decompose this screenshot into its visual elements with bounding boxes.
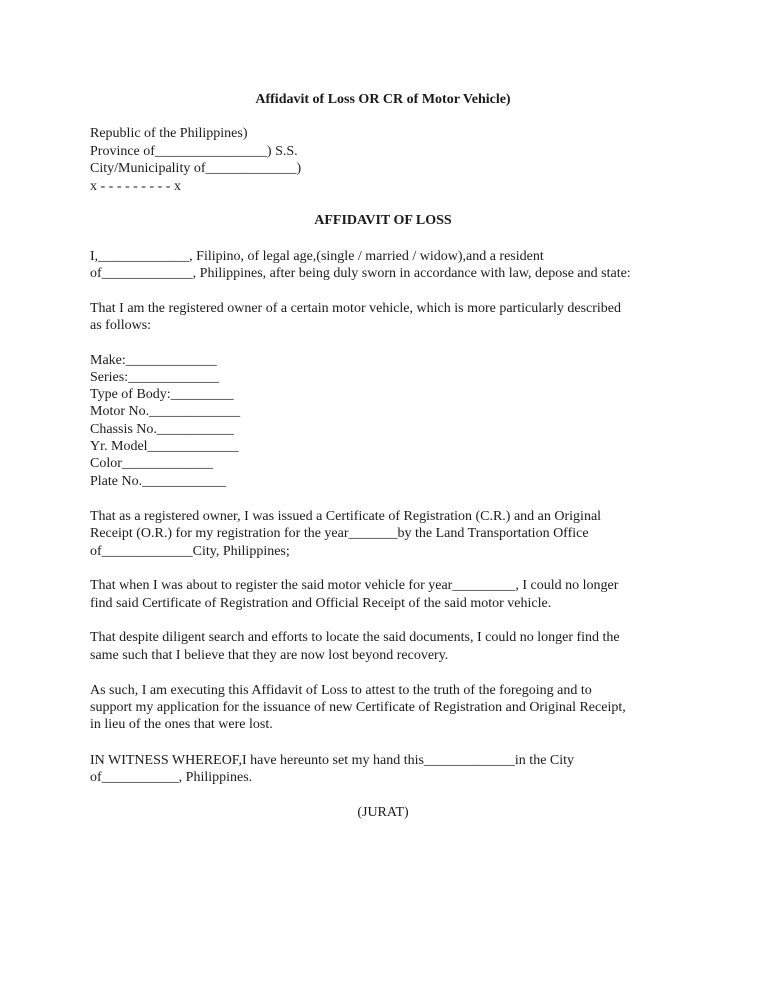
registration-line-1: That as a registered owner, I was issued a Certificate of Registration (C.R.) and an Original xyxy=(90,509,602,524)
venue-separator: x - - - - - - - - - x xyxy=(90,179,181,194)
registration-line-2: Receipt (O.R.) for my registration for the year_______by the Land Transportation Office xyxy=(90,526,589,541)
document-title: Affidavit of Loss OR CR of Motor Vehicle) xyxy=(255,92,511,107)
venue-country: Republic of the Philippines) xyxy=(90,126,248,141)
affidavit-heading: AFFIDAVIT OF LOSS xyxy=(314,213,452,228)
field-plate-no: Plate No.____________ xyxy=(90,474,227,489)
field-yr-model: Yr. Model_____________ xyxy=(90,439,239,454)
loss-line-2: find said Certificate of Registration and Official Receipt of the said motor vehicle. xyxy=(90,596,552,611)
loss-line-1: That when I was about to register the said motor vehicle for year_________, I could no longer xyxy=(90,578,619,593)
search-line-1: That despite diligent search and efforts to locate the said documents, I could no longer find the xyxy=(90,630,620,645)
intro-line-1: I,_____________, Filipino, of legal age,(single / married / widow),and a resident xyxy=(90,249,544,264)
search-line-2: same such that I believe that they are now lost beyond recovery. xyxy=(90,648,449,663)
intro-line-2: of_____________, Philippines, after being duly sworn in accordance with law, depose and state: xyxy=(90,266,631,281)
ownership-line-1: That I am the registered owner of a certain motor vehicle, which is more particularly described xyxy=(90,301,622,316)
field-color: Color_____________ xyxy=(90,456,213,471)
field-chassis-no: Chassis No.___________ xyxy=(90,422,234,437)
field-make: Make:_____________ xyxy=(90,353,217,368)
jurat-label: (JURAT) xyxy=(357,805,409,820)
witness-line-1: IN WITNESS WHEREOF,I have hereunto set my hand this_____________in the City xyxy=(90,753,575,768)
venue-city: City/Municipality of_____________) xyxy=(90,161,302,176)
field-motor-no: Motor No._____________ xyxy=(90,404,241,419)
purpose-line-1: As such, I am executing this Affidavit of Loss to attest to the truth of the foregoing and to xyxy=(90,683,592,698)
venue-province: Province of________________) S.S. xyxy=(90,144,298,159)
purpose-line-2: support my application for the issuance of new Certificate of Registration and Original Receipt, xyxy=(90,700,626,715)
witness-line-2: of___________, Philippines. xyxy=(90,770,253,785)
registration-line-3: of_____________City, Philippines; xyxy=(90,544,290,559)
field-series: Series:_____________ xyxy=(90,370,220,385)
purpose-line-3: in lieu of the ones that were lost. xyxy=(90,717,273,732)
ownership-line-2: as follows: xyxy=(90,318,152,333)
field-type-of-body: Type of Body:_________ xyxy=(90,387,234,402)
